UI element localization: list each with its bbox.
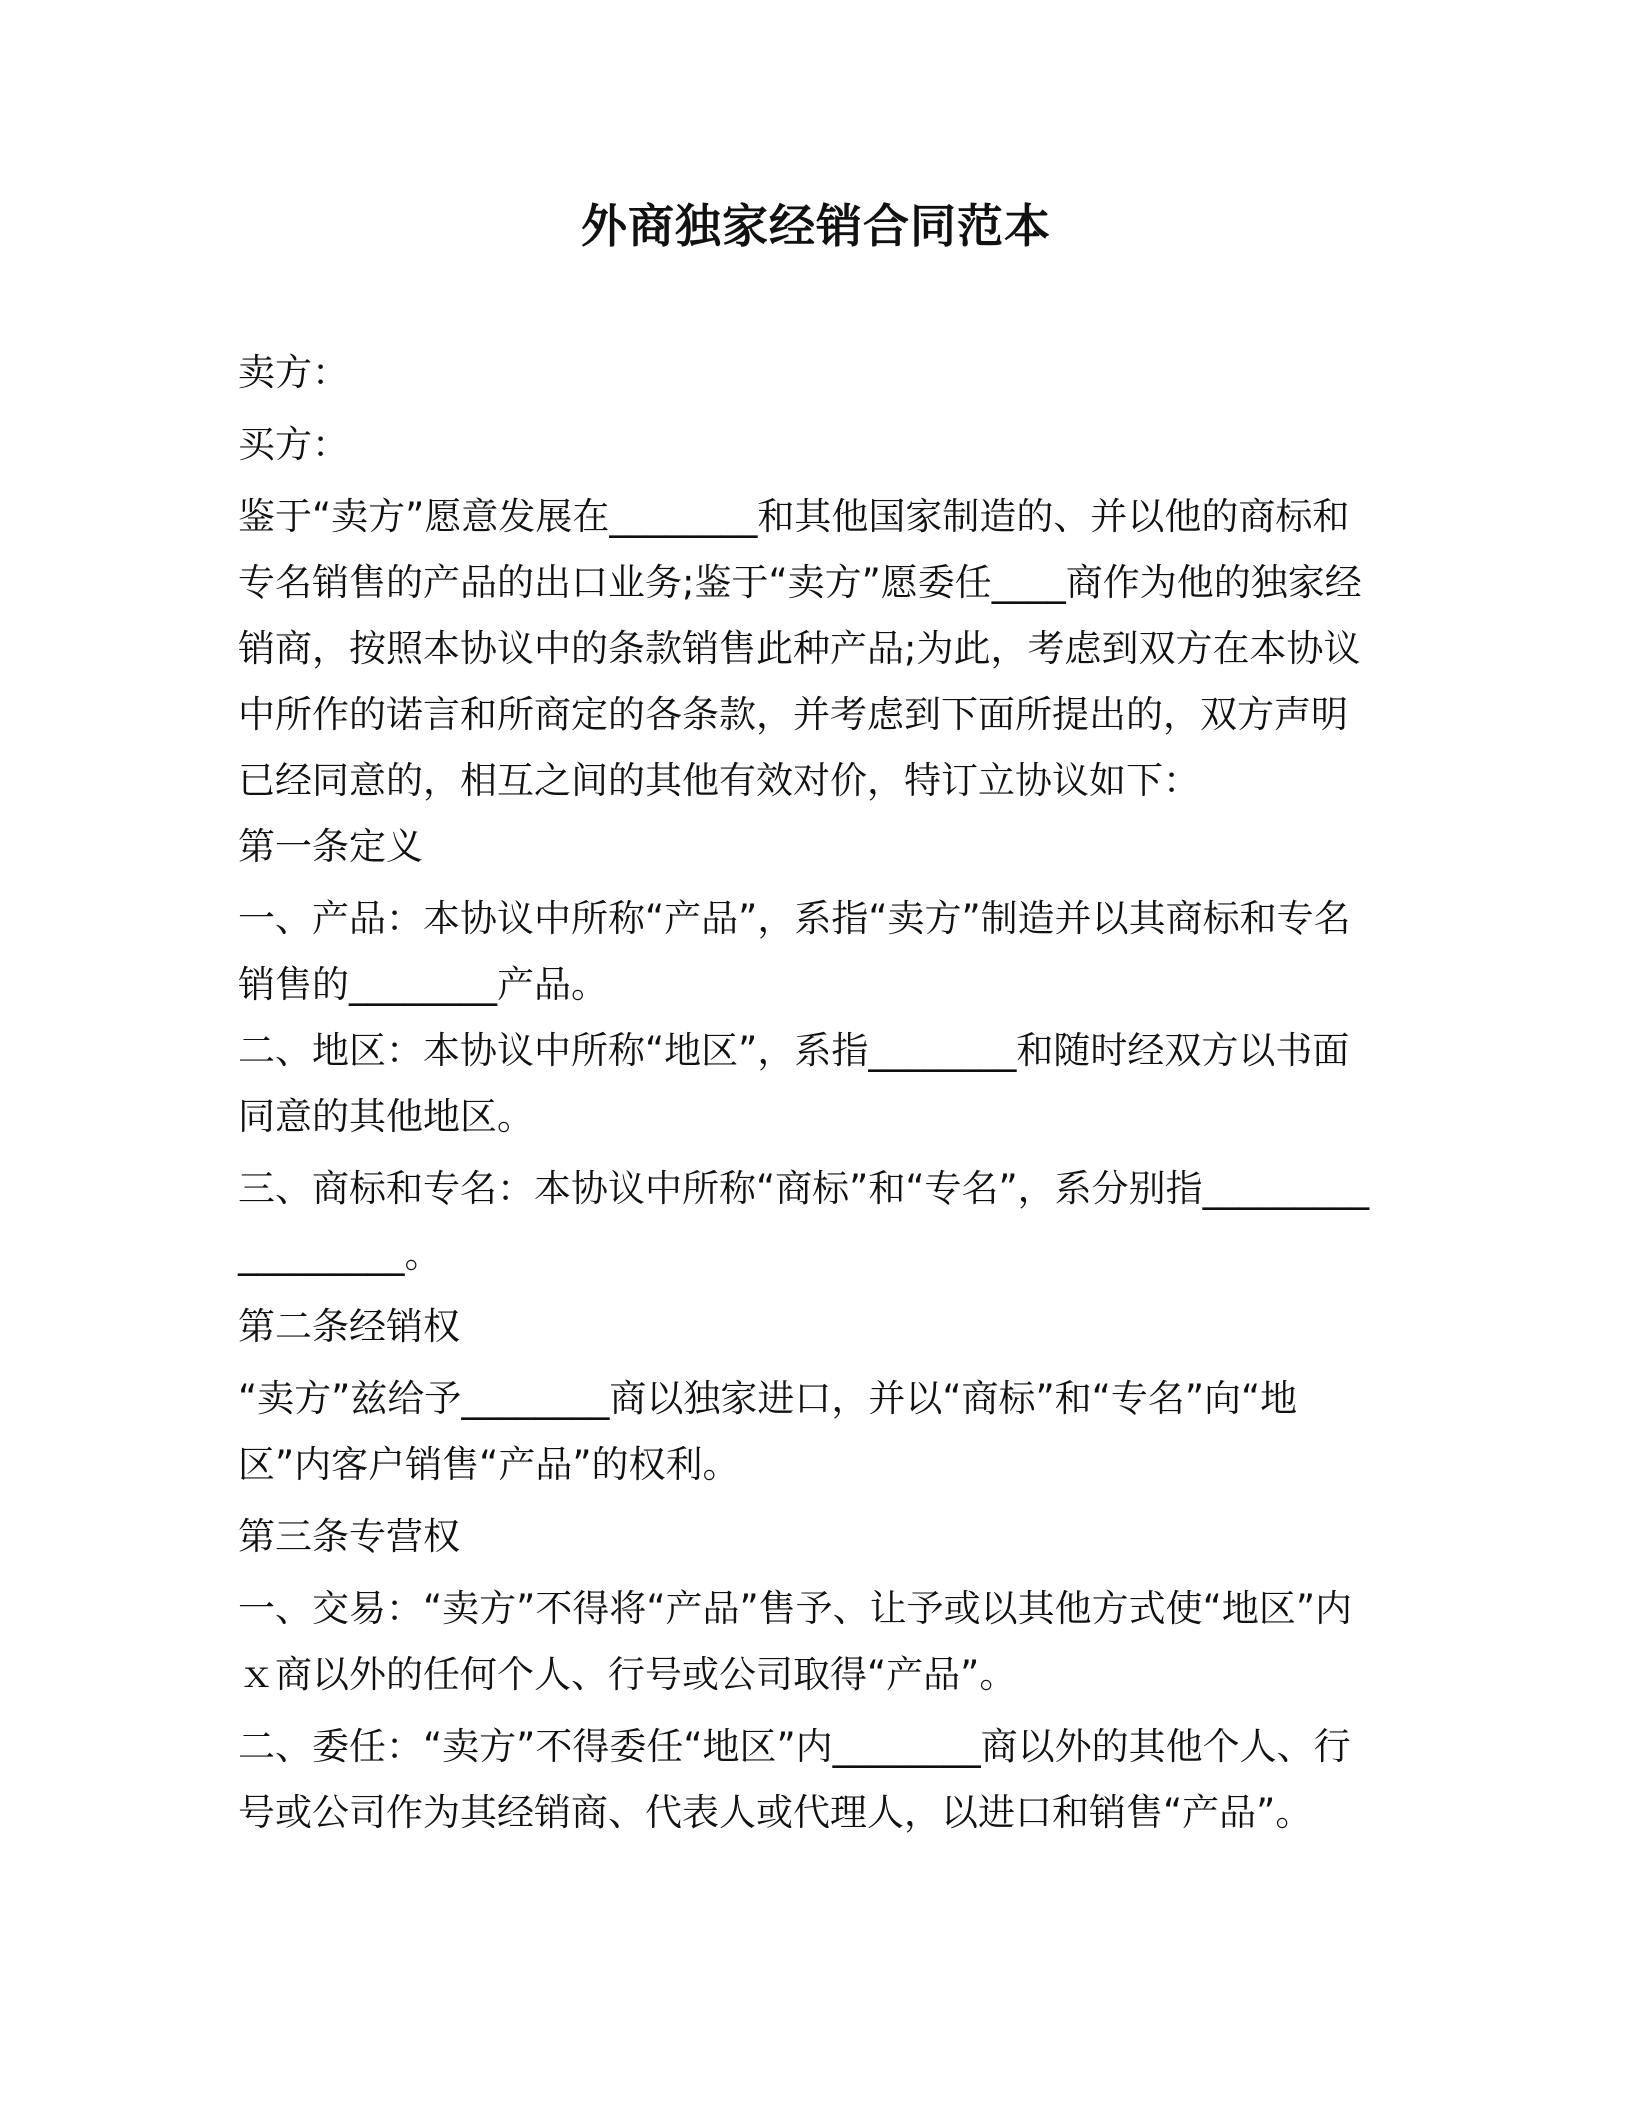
article-3-clause-1: 一、交易：“卖方”不得将“产品”售予、让予或以其他方式使“地区”内ｘ商以外的任何个人、行号或公司取得“产品”。: [238, 1587, 1353, 1696]
article-1-clause-3: 三、商标和专名：本协议中所称“商标”和“专名”，系分别指__________________。: [238, 1167, 1370, 1276]
article-1-heading: 第一条定义: [238, 825, 423, 868]
document-body: [238, 340, 1380, 1846]
article-3-heading: 第三条专营权: [238, 1515, 460, 1558]
article-1-clause-2: 二、地区：本协议中所称“地区”，系指________和随时经双方以书面同意的其他地区。: [238, 1029, 1350, 1138]
article-2-heading: 第二条经销权: [238, 1305, 460, 1348]
article-3-clause-2: 二、委任：“卖方”不得委任“地区”内________商以外的其他个人、行号或公司作为其经销商、代表人或代理人，以进口和销售“产品”。: [238, 1725, 1351, 1834]
article-2-body: “卖方”兹给予________商以独家进口，并以“商标”和“专名”向“地区”内客户销售“产品”的权利。: [238, 1377, 1298, 1486]
preamble-paragraph: 鉴于“卖方”愿意发展在________和其他国家制造的、并以他的商标和专名销售的产品的出口业务;鉴于“卖方”愿委任____商作为他的独家经销商，按照本协议中的条款销售此种产品;为此，考虑到双方在本协议中所作的诺言和所商定的各条款，并考虑到下面所提出的，双方声明已经同意的，相互之间的其他有效对价，特订立协议如下：: [238, 495, 1362, 802]
buyer-line: 买方：: [238, 423, 349, 466]
seller-line: 卖方：: [238, 351, 349, 394]
document-title: 外商独家经销合同范本: [581, 199, 1051, 253]
article-1-clause-1: 一、产品：本协议中所称“产品”，系指“卖方”制造并以其商标和专名销售的________产品。: [238, 897, 1351, 1006]
